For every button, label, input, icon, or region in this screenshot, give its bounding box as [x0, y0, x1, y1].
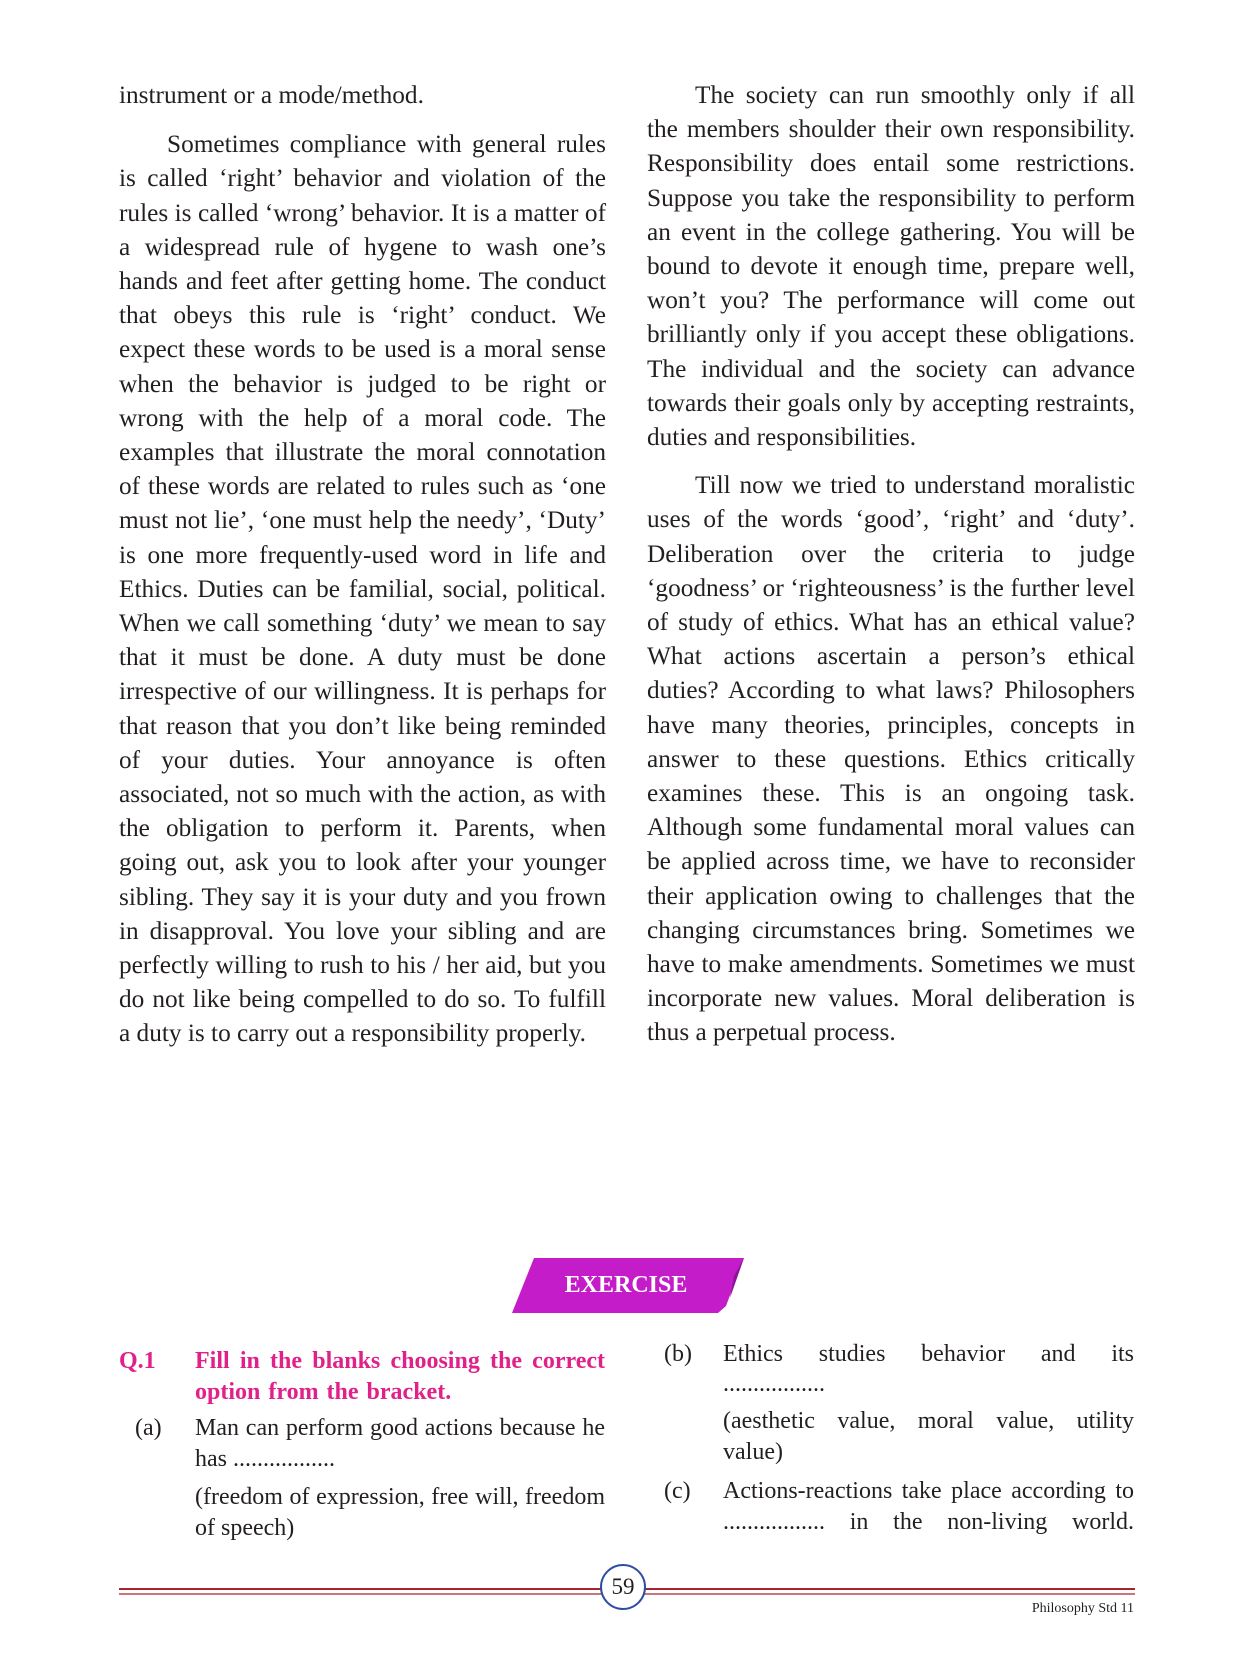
- page-number: 59: [600, 1564, 646, 1610]
- left-column: [119, 78, 606, 1051]
- item-b-options: (aesthetic value, moral value, utility value): [723, 1408, 1134, 1465]
- question-number: Q.1: [119, 1348, 156, 1374]
- item-a-text: Man can perform good actions because he has .................: [195, 1415, 605, 1472]
- item-a-letter: (a): [135, 1415, 162, 1441]
- left-paragraph-continued: instrument or a mode/method.: [119, 81, 424, 109]
- item-c-text: Actions-reactions take place according to ................. in the non-living world.: [723, 1478, 1134, 1535]
- item-b-blank: .................: [723, 1371, 825, 1397]
- question-instruction: Fill in the blanks choosing the correct option from the bracket.: [195, 1348, 605, 1405]
- item-b-letter: (b): [664, 1341, 692, 1367]
- item-c-letter: (c): [664, 1478, 691, 1504]
- exercise-banner: [512, 1258, 744, 1313]
- right-paragraph-responsibility: The society can run smoothly only if all the members shoulder their own responsibility. Responsibility does entail some restrictions. Suppose you take the responsibility to perform an event in the college gathering. You will be bound to devote it enough time, prepare well, won’t you? The performance will come out brilliantly only if you accept these obligations. The individual and the society can advance towards their goals only by accepting restraints, duties and responsibilities.: [647, 81, 1135, 452]
- item-a-options: (freedom of expression, free will, freedom of speech): [195, 1484, 605, 1541]
- book-title: Philosophy Std 11: [1031, 1601, 1134, 1616]
- item-b-text: Ethics studies behavior and its: [723, 1341, 1134, 1367]
- right-paragraph-deliberation: Till now we tried to understand moralistic uses of the words ‘good’, ‘right’ and ‘duty’. Deliberation over the criteria to judge ‘goodness’ or ‘righteousness’ is the further level of study of ethics. What has an ethical value? What actions ascertain a person’s ethical duties? According to what laws? Philosophers have many theories, principles, concepts in answer to these questions. Ethics critically examines these. This is an ongoing task. Although some fundamental moral values can be applied across time, we have to reconsider their application owing to challenges that the changing circumstances bring. Sometimes we have to make amendments. Sometimes we must incorporate new values. Moral deliberation is thus a perpetual process.: [647, 471, 1135, 1047]
- left-paragraph-duty: Sometimes compliance with general rules is called ‘right’ behavior and violation of the rules is called ‘wrong’ behavior. It is a matter of a widespread rule of hygene to wash one’s hands and feet after getting home. The conduct that obeys this rule is ‘right’ conduct. We expect these words to be used is a moral sense when the behavior is judged to be right or wrong with the help of a moral code. The examples that illustrate the moral connotation of these words are related to rules such as ‘one must not lie’, ‘one must help the needy’, ‘Duty’ is one more frequently-used word in life and Ethics. Duties can be familial, social, political. When we call something ‘duty’ we mean to say that it must be done. A duty must be done irrespective of our willingness. It is perhaps for that reason that you don’t like being reminded of your duties. Your annoyance is often associated, not so much with the action, as with the obligation to perform it. Parents, when going out, ask you to look after your younger sibling. They say it is your duty and you frown in disapproval. You love your sibling and are perfectly willing to rush to his / her aid, but you do not like being compelled to do so. To fulfill a duty is to carry out a responsibility properly.: [119, 130, 606, 1048]
- exercise-heading: EXERCISE: [564, 1272, 688, 1298]
- right-column: [647, 78, 1135, 1050]
